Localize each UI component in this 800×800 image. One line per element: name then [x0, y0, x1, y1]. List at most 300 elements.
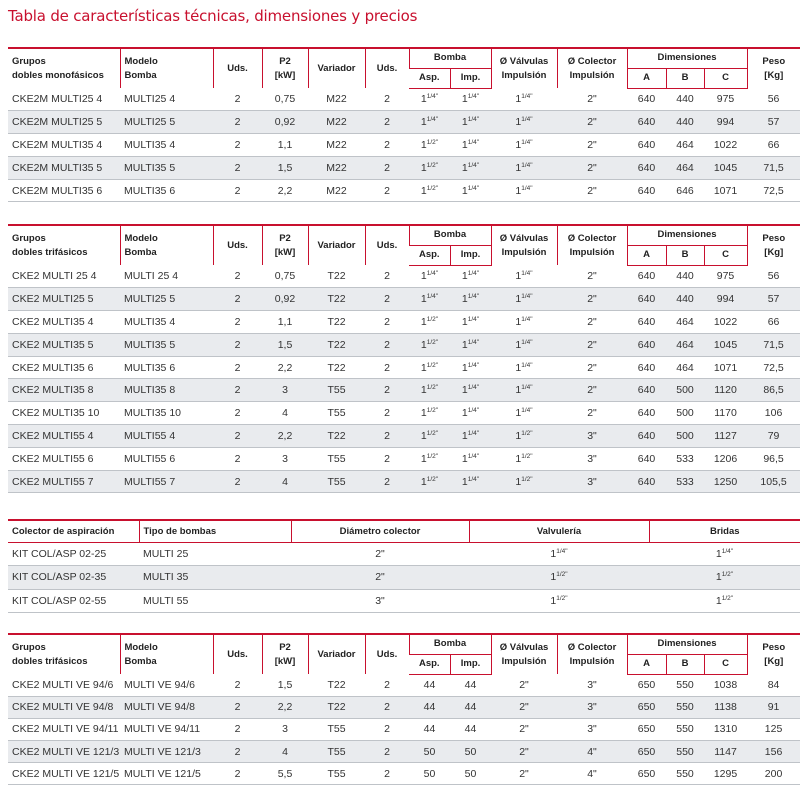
- cell-dim-c: 1170: [714, 407, 737, 420]
- header-dim-a: A: [627, 68, 666, 88]
- cell-peso: 56: [767, 93, 780, 106]
- cell-colector: 2": [557, 379, 627, 402]
- cell-uds2: 2: [365, 741, 409, 763]
- table-row: [8, 566, 800, 590]
- cell-asp-fraction: 1/4": [426, 293, 439, 301]
- cell-p2: 4: [262, 470, 308, 493]
- table-row: [8, 589, 800, 613]
- header-row: [8, 48, 800, 68]
- cell-valvuleria: [469, 542, 649, 566]
- cell-valvuleria-whole: 1: [550, 547, 557, 560]
- cell-asp-fraction: 1/2": [426, 475, 439, 483]
- cell-uds2: 2: [384, 138, 390, 151]
- cell-valvulas-fraction: 1/4": [521, 338, 533, 346]
- header-tipo-bombas: Tipo de bombas: [139, 520, 291, 542]
- cell-tipo: MULTI 55: [139, 589, 291, 613]
- cell-variador: M22: [326, 184, 347, 197]
- cell-valvulas: [491, 470, 557, 493]
- cell-uds2: 2: [365, 156, 409, 179]
- cell-colector: 2": [587, 270, 597, 283]
- cell-valvulas-whole: 1: [515, 293, 522, 306]
- cell-uds: 2: [234, 723, 241, 736]
- cell-imp: [450, 741, 491, 763]
- cell-grupo: CKE2M MULTI35 4: [12, 138, 103, 151]
- cell-uds: 2: [234, 184, 241, 197]
- cell-uds: 2: [234, 138, 241, 151]
- cell-valvulas-whole: 1: [515, 361, 522, 374]
- cell-colector: 2": [557, 333, 627, 356]
- header-colector: [557, 634, 627, 674]
- cell-variador: T22: [308, 696, 365, 718]
- cell-imp-fraction: 1/4": [467, 138, 480, 146]
- cell-imp-whole: 1: [461, 116, 468, 129]
- cell-variador: T55: [308, 470, 365, 493]
- header-p2: [262, 634, 308, 674]
- cell-imp-fraction: 1/4": [467, 161, 480, 169]
- table-row: [8, 288, 800, 311]
- header-asp: Asp.: [409, 68, 450, 88]
- cell-uds: 2: [213, 741, 262, 763]
- cell-imp-whole: 1: [461, 138, 468, 151]
- header-dim-b: B: [666, 68, 704, 88]
- cell-asp-whole: 1: [420, 138, 427, 151]
- header-colector-line2: Impulsión: [569, 69, 615, 81]
- cell-peso: 71,5: [747, 333, 800, 356]
- header-uds2: Uds.: [365, 225, 409, 265]
- cell-uds2: 2: [384, 678, 390, 691]
- cell-imp: [450, 88, 491, 111]
- cell-peso: 200: [764, 767, 783, 780]
- header-peso-line2: [Kg]: [764, 246, 784, 258]
- cell-bridas-fraction: 1/2": [721, 571, 734, 579]
- cell-asp-whole: 1: [420, 429, 427, 442]
- cell-dim-c: 1250: [704, 470, 747, 493]
- cell-uds: 2: [213, 288, 262, 311]
- header-p2-line2: [kW]: [274, 655, 296, 667]
- cell-valvulas-fraction: 1/4": [521, 407, 533, 415]
- cell-dim-a: 640: [627, 470, 666, 493]
- cell-dim-b: 464: [666, 333, 704, 356]
- cell-peso: 57: [747, 111, 800, 134]
- cell-variador: T55: [308, 379, 365, 402]
- cell-asp: [409, 356, 450, 379]
- cell-colector: 2": [587, 315, 597, 328]
- header-p2-line1: P2: [279, 641, 291, 653]
- cell-valvulas-whole: 1: [515, 315, 522, 328]
- cell-valvulas-whole: 1: [515, 270, 522, 283]
- cell-dim-c: 1038: [713, 679, 738, 692]
- cell-p2: 5,5: [277, 767, 293, 780]
- cell-peso: 56: [767, 270, 780, 283]
- cell-uds2: 2: [365, 288, 409, 311]
- cell-imp: [450, 763, 491, 785]
- header-variador: Variador: [308, 48, 365, 88]
- cell-colector: 3": [587, 723, 597, 736]
- cell-asp: [409, 156, 450, 179]
- cell-valvuleria-whole: 1: [550, 594, 557, 607]
- header-colector: [557, 48, 627, 88]
- table-body: [8, 265, 800, 493]
- cell-imp: [450, 718, 491, 740]
- cell-dim-b: 646: [676, 184, 694, 197]
- cell-colector: 2": [587, 93, 597, 106]
- cell-imp-whole: 1: [461, 452, 468, 465]
- cell-dim-a: 650: [637, 679, 656, 692]
- cell-variador: M22: [326, 93, 347, 106]
- cell-dim-b: 550: [676, 723, 694, 736]
- cell-valvulas-whole: 1: [515, 384, 522, 397]
- cell-asp-fraction: 1/4": [426, 93, 439, 101]
- cell-asp-whole: 44: [423, 723, 436, 736]
- cell-p2: 2,2: [262, 696, 308, 718]
- cell-asp-fraction: 1/4": [426, 270, 439, 278]
- cell-modelo: MULTI35 4: [124, 315, 176, 328]
- cell-asp: [409, 425, 450, 448]
- cell-uds: 2: [213, 379, 262, 402]
- cell-dim-c: 994: [704, 288, 747, 311]
- cell-p2: 3: [282, 452, 288, 465]
- header-peso-line2: [Kg]: [764, 655, 784, 667]
- cell-valvulas-whole: 1: [515, 407, 522, 420]
- cell-valvuleria-fraction: 1/2": [556, 571, 568, 579]
- cell-asp: [409, 402, 450, 425]
- header-colector-line2: Impulsión: [569, 246, 615, 258]
- cell-uds2: 2: [365, 111, 409, 134]
- cell-colector: 2": [587, 184, 597, 197]
- cell-dim-a: 640: [637, 270, 656, 283]
- cell-uds2: 2: [384, 407, 390, 420]
- header-valvulas-line2: Impulsión: [501, 655, 547, 667]
- cell-asp: [409, 288, 450, 311]
- cell-valvulas-whole: 1: [515, 138, 522, 151]
- cell-valvulas-whole: 2": [519, 678, 529, 691]
- cell-imp-whole: 1: [461, 315, 468, 328]
- cell-imp: [450, 311, 491, 334]
- cell-dim-b: 550: [666, 696, 704, 718]
- cell-imp: [450, 111, 491, 134]
- cell-valvulas: [491, 674, 557, 696]
- table-body: [8, 542, 800, 613]
- header-colector-line2: Impulsión: [569, 655, 615, 667]
- table-row: [8, 379, 800, 402]
- cell-asp-fraction: 1/2": [426, 138, 439, 146]
- cell-modelo: MULTI35 8: [120, 379, 213, 402]
- header-peso: [747, 634, 800, 674]
- cell-asp-fraction: 1/2": [426, 161, 439, 169]
- cell-variador: T22: [327, 315, 346, 328]
- cell-peso: 72,5: [763, 184, 784, 197]
- cell-variador: T55: [308, 741, 365, 763]
- cell-imp-whole: 1: [461, 161, 468, 174]
- cell-asp: [409, 741, 450, 763]
- header-colector-line1: Ø Colector: [567, 232, 617, 244]
- cell-uds: 2: [234, 315, 241, 328]
- cell-imp-whole: 1: [461, 338, 468, 351]
- header-dimensiones: Dimensiones: [627, 48, 747, 68]
- cell-dim-a: 640: [637, 361, 656, 374]
- table-row: [8, 111, 800, 134]
- cell-asp-whole: 1: [420, 315, 427, 328]
- table-row: [8, 674, 800, 696]
- cell-dim-a: 650: [627, 741, 666, 763]
- table-body: [8, 88, 800, 202]
- cell-dim-a: 640: [627, 111, 666, 134]
- cell-dim-a: 640: [627, 425, 666, 448]
- header-uds2: Uds.: [365, 634, 409, 674]
- cell-valvulas-whole: 2": [519, 701, 529, 714]
- cell-asp-whole: 44: [423, 679, 436, 692]
- cell-dim-b: 464: [676, 138, 694, 151]
- header-modelo-line2: Bomba: [124, 246, 157, 258]
- header-modelo-line2: Bomba: [124, 655, 157, 667]
- cell-uds: 2: [234, 270, 241, 283]
- cell-valvulas: [491, 288, 557, 311]
- cell-valvulas-whole: 2": [519, 745, 529, 758]
- cell-imp-whole: 1: [461, 407, 468, 420]
- header-dim-b: B: [666, 245, 704, 265]
- cell-valvulas-whole: 1: [515, 184, 522, 197]
- header-p2-line1: P2: [279, 55, 291, 67]
- header-uds: Uds.: [213, 634, 262, 674]
- cell-grupo: CKE2M MULTI25 4: [12, 93, 103, 106]
- header-asp: Asp.: [409, 245, 450, 265]
- cell-colector: 3": [557, 696, 627, 718]
- cell-imp: [450, 696, 491, 718]
- cell-valvulas: [491, 179, 557, 202]
- cell-asp: [409, 111, 450, 134]
- cell-colector: 3": [557, 470, 627, 493]
- cell-asp-whole: 44: [423, 701, 436, 714]
- cell-asp-whole: 1: [420, 293, 427, 306]
- cell-uds: 2: [213, 696, 262, 718]
- cell-grupo: CKE2M MULTI35 5: [8, 156, 120, 179]
- cell-imp-whole: 1: [461, 93, 468, 106]
- cell-imp-fraction: 1/4": [467, 452, 480, 460]
- cell-p2: 1,1: [277, 315, 293, 328]
- header-peso-line1: Peso: [762, 641, 786, 653]
- cell-colector: 3": [587, 678, 597, 691]
- cell-imp: [450, 674, 491, 696]
- cell-variador: M22: [308, 156, 365, 179]
- cell-valvulas: [491, 156, 557, 179]
- cell-modelo: MULTI VE 94/11: [124, 723, 201, 736]
- header-grupos-line2: dobles trifásicos: [12, 246, 88, 258]
- page-title: Tabla de características técnicas, dimensiones y precios: [8, 7, 418, 25]
- cell-valvulas-fraction: 1/4": [521, 161, 533, 169]
- cell-imp: [450, 179, 491, 202]
- cell-grupo: CKE2 MULTI55 6: [12, 452, 94, 465]
- cell-asp-fraction: 1/2": [426, 407, 439, 415]
- cell-asp-whole: 50: [423, 767, 436, 780]
- cell-dim-a: 650: [637, 767, 656, 780]
- cell-dim-a: 640: [627, 156, 666, 179]
- table-row: [8, 447, 800, 470]
- cell-valvulas: [491, 763, 557, 785]
- header-valvulas: [491, 634, 557, 674]
- cell-dim-a: 640: [627, 288, 666, 311]
- table-dobles-trifasicos-ve: [8, 633, 800, 785]
- cell-valvulas-fraction: 1/4": [521, 116, 533, 124]
- cell-dim-c: 1295: [713, 767, 738, 780]
- cell-imp-fraction: 1/4": [467, 270, 480, 278]
- cell-valvulas-whole: 1: [515, 161, 522, 174]
- cell-uds2: 2: [365, 470, 409, 493]
- table-row: [8, 156, 800, 179]
- header-valvulas-line2: Impulsión: [501, 246, 547, 258]
- cell-valvuleria-fraction: 1/2": [556, 594, 568, 602]
- cell-peso: 105,5: [747, 470, 800, 493]
- cell-dim-b: 440: [676, 270, 694, 283]
- cell-modelo: MULTI55 4: [120, 425, 213, 448]
- header-modelo-line1: Modelo: [124, 55, 158, 67]
- cell-asp-whole: 1: [420, 361, 427, 374]
- header-bomba: Bomba: [409, 48, 491, 68]
- cell-uds: 2: [234, 678, 241, 691]
- cell-asp-fraction: 1/2": [426, 361, 439, 369]
- cell-modelo: MULTI35 10: [124, 407, 181, 420]
- cell-variador: T22: [327, 270, 346, 283]
- cell-colector: 2": [587, 407, 597, 420]
- cell-valvulas-fraction: 1/4": [521, 384, 533, 392]
- cell-uds: 2: [234, 767, 241, 780]
- header-grupos: [8, 634, 120, 674]
- table-row: [8, 696, 800, 718]
- cell-dim-b: 500: [676, 407, 694, 420]
- header-colector: Colector de aspiración: [8, 520, 139, 542]
- cell-valvulas: [491, 718, 557, 740]
- cell-dim-c: 1310: [713, 723, 738, 736]
- cell-peso: 125: [764, 723, 783, 736]
- cell-bridas-whole: 1: [715, 594, 722, 607]
- header-valvulas-line1: Ø Válvulas: [499, 55, 549, 67]
- cell-dim-b: 550: [676, 679, 694, 692]
- cell-valvulas: [491, 425, 557, 448]
- cell-colector: KIT COL/ASP 02-25: [8, 542, 139, 566]
- cell-imp-fraction: 1/4": [467, 384, 480, 392]
- cell-modelo: MULTI55 7: [120, 470, 213, 493]
- cell-valvulas-whole: 2": [519, 767, 529, 780]
- header-dimensiones: Dimensiones: [627, 634, 747, 654]
- header-grupos-line1: Grupos: [12, 641, 46, 653]
- cell-imp-fraction: 1/4": [467, 338, 480, 346]
- cell-imp: [450, 134, 491, 157]
- cell-imp-fraction: 1/4": [467, 361, 480, 369]
- cell-imp: [450, 356, 491, 379]
- cell-valvuleria: [469, 589, 649, 613]
- cell-modelo: MULTI VE 121/3: [120, 741, 213, 763]
- cell-uds: 2: [234, 93, 241, 106]
- cell-bridas-whole: 1: [715, 571, 722, 584]
- header-diametro-colector: Diámetro colector: [291, 520, 469, 542]
- cell-p2: 2,2: [277, 184, 293, 197]
- cell-imp-fraction: 1/4": [467, 407, 480, 415]
- table-row: [8, 402, 800, 425]
- cell-peso: 91: [747, 696, 800, 718]
- cell-dim-b: 464: [666, 156, 704, 179]
- table-dobles-trifasicos: [8, 224, 800, 493]
- cell-bridas: [649, 542, 800, 566]
- table-row: [8, 356, 800, 379]
- header-uds: Uds.: [213, 48, 262, 88]
- cell-modelo: MULTI 25 4: [124, 270, 179, 283]
- cell-valvulas-fraction: 1/4": [521, 270, 533, 278]
- cell-valvulas-whole: 1: [515, 429, 522, 442]
- cell-valvulas: [491, 311, 557, 334]
- cell-p2: 3: [262, 379, 308, 402]
- cell-dim-c: 1022: [713, 315, 738, 328]
- cell-peso: 79: [747, 425, 800, 448]
- cell-asp-fraction: 1/2": [426, 184, 439, 192]
- cell-uds2: 2: [365, 333, 409, 356]
- cell-variador: M22: [308, 111, 365, 134]
- cell-asp: [409, 179, 450, 202]
- cell-p2: 1,5: [262, 156, 308, 179]
- cell-variador: T55: [327, 452, 346, 465]
- cell-variador: T55: [327, 767, 346, 780]
- cell-imp-whole: 1: [461, 475, 468, 488]
- cell-uds2: 2: [384, 452, 390, 465]
- cell-valvulas-fraction: 1/2": [521, 429, 533, 437]
- cell-uds: 2: [213, 333, 262, 356]
- header-imp: Imp.: [450, 68, 491, 88]
- header-valvulas: [491, 48, 557, 88]
- cell-colector: 4": [557, 741, 627, 763]
- cell-valvulas-fraction: 1/4": [521, 138, 533, 146]
- cell-asp: [409, 447, 450, 470]
- cell-p2: 1,1: [277, 138, 293, 151]
- header-variador: Variador: [308, 225, 365, 265]
- cell-valvulas-whole: 2": [519, 723, 529, 736]
- cell-modelo: MULTI25 5: [120, 288, 213, 311]
- cell-valvulas: [491, 696, 557, 718]
- table-row: [8, 311, 800, 334]
- cell-imp-fraction: 1/4": [467, 429, 480, 437]
- cell-dim-a: 640: [637, 452, 656, 465]
- header-grupos-line2: dobles trifásicos: [12, 655, 88, 667]
- table-row: [8, 333, 800, 356]
- header-dim-a: A: [627, 654, 666, 674]
- header-colector-line1: Ø Colector: [567, 641, 617, 653]
- table-row: [8, 179, 800, 202]
- cell-bridas-fraction: 1/4": [721, 547, 734, 555]
- cell-dim-b: 550: [676, 767, 694, 780]
- header-uds: Uds.: [213, 225, 262, 265]
- table-row: [8, 88, 800, 111]
- cell-grupo: CKE2 MULTI VE 121/3: [8, 741, 120, 763]
- cell-modelo: MULTI35 4: [124, 138, 176, 151]
- header-bomba: Bomba: [409, 225, 491, 245]
- cell-grupo: CKE2 MULTI55 4: [8, 425, 120, 448]
- cell-peso: 57: [747, 288, 800, 311]
- cell-asp: [409, 763, 450, 785]
- cell-uds2: 2: [384, 93, 390, 106]
- cell-p2: 1,5: [277, 678, 293, 691]
- cell-dim-c: 1147: [704, 741, 747, 763]
- cell-variador: T22: [308, 288, 365, 311]
- header-p2-line2: [kW]: [274, 246, 296, 258]
- cell-modelo: MULTI35 5: [120, 333, 213, 356]
- cell-dim-c: 1120: [704, 379, 747, 402]
- header-valvulas-line1: Ø Válvulas: [499, 232, 549, 244]
- cell-dim-a: 640: [637, 184, 656, 197]
- cell-asp-fraction: 1/4": [426, 116, 439, 124]
- header-modelo: [120, 225, 213, 265]
- cell-imp-whole: 44: [464, 701, 477, 714]
- header-bridas: Bridas: [649, 520, 800, 542]
- cell-imp: [450, 288, 491, 311]
- header-valvulas-line1: Ø Válvulas: [499, 641, 549, 653]
- cell-p2: 4: [282, 407, 288, 420]
